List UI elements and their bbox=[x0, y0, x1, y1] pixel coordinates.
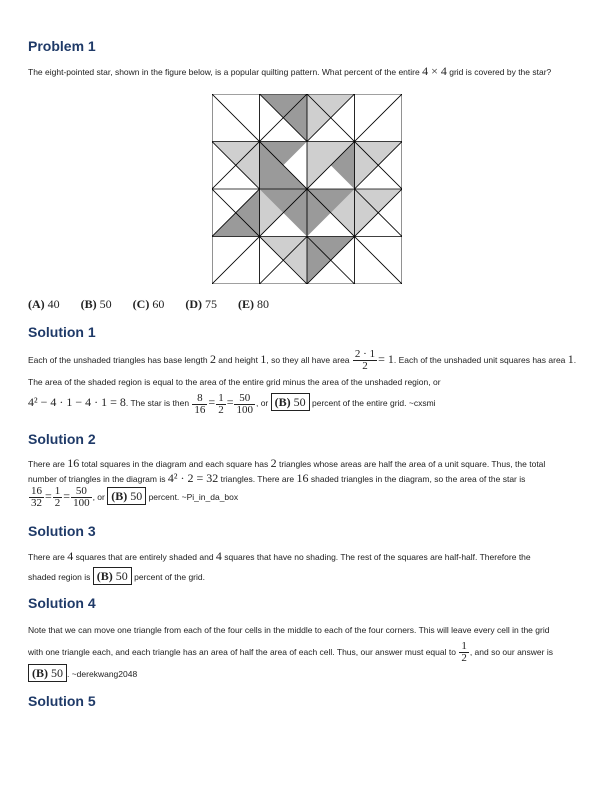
solution-2-text: There are 16 total squares in the diagram and each square has 2 triangles whose areas are half the area of a unit square. Thus, the total number of triangles in the diagram is 4² · 2 = 32 triangles. There are 16 shaded triangles in the diagram, so the area of the star is $\frac{16}{32}$ = $\frac{1}{2}$ = $\frac{50}{100}$ , or (B) 50 percent. ~Pi_in_da_box bbox=[28, 456, 546, 509]
solution-4-title: Solution 4 bbox=[28, 595, 96, 611]
solution-3-title: Solution 3 bbox=[28, 523, 96, 539]
choice-e: (E) 80 bbox=[238, 297, 270, 311]
choice-a: (A) 40 bbox=[28, 297, 60, 311]
solution-5-title: Solution 5 bbox=[28, 693, 96, 709]
choice-b: (B) 50 bbox=[80, 297, 112, 311]
solution-3-text: There are 4 squares that are entirely shaded and 4 squares that have no shading. The rest of the squares are half-half. Therefore the shaded region is (B) 50 percent of the grid. bbox=[28, 549, 531, 583]
solution-2-title: Solution 2 bbox=[28, 431, 96, 447]
solution-1-text: Each of the unshaded triangles has base length 2 and height 1, so they all have area $\frac{2 \cdot 1}{2}$ = 1. Each of the unshaded unit squares has area 1. The area of the shaded region is equal to the area of the entire grid minus the area of the unshaded region, or 4² − 4 · 1 − 4 · 1 = 8. The star is then $\frac{8}{16}$ = $\frac{1}{2}$ = $\frac{50}{100}$ , or (B) 50 percent of the entire grid. ~cxsmi bbox=[28, 348, 577, 416]
solution-1-title: Solution 1 bbox=[28, 324, 96, 340]
answer-box: (B) 50 bbox=[28, 664, 67, 682]
choice-c: (C) 60 bbox=[132, 297, 165, 311]
problem-title: Problem 1 bbox=[28, 38, 96, 54]
choice-d: (D) 75 bbox=[185, 297, 218, 311]
answer-box: (B) 50 bbox=[93, 567, 132, 585]
solution-4-text: Note that we can move one triangle from each of the four cells in the middle to each of the four corners. This will leave every cell in the grid with one triangle each, and each triangle has an area of half the area of each cell. Thus, our answer must equal to $\frac{1}{2}$ , and so our answer is (B) 50 . ~derekwang2048 bbox=[28, 625, 553, 680]
answer-box: (B) 50 bbox=[271, 393, 310, 411]
answer-choices bbox=[28, 297, 287, 312]
answer-box: (B) 50 bbox=[107, 487, 146, 505]
problem-statement: The eight-pointed star, shown in the figure below, is a popular quilting pattern. What percent of the entire 4 × 4 grid is covered by the star? bbox=[28, 64, 552, 78]
star-quilt-figure bbox=[212, 94, 402, 284]
